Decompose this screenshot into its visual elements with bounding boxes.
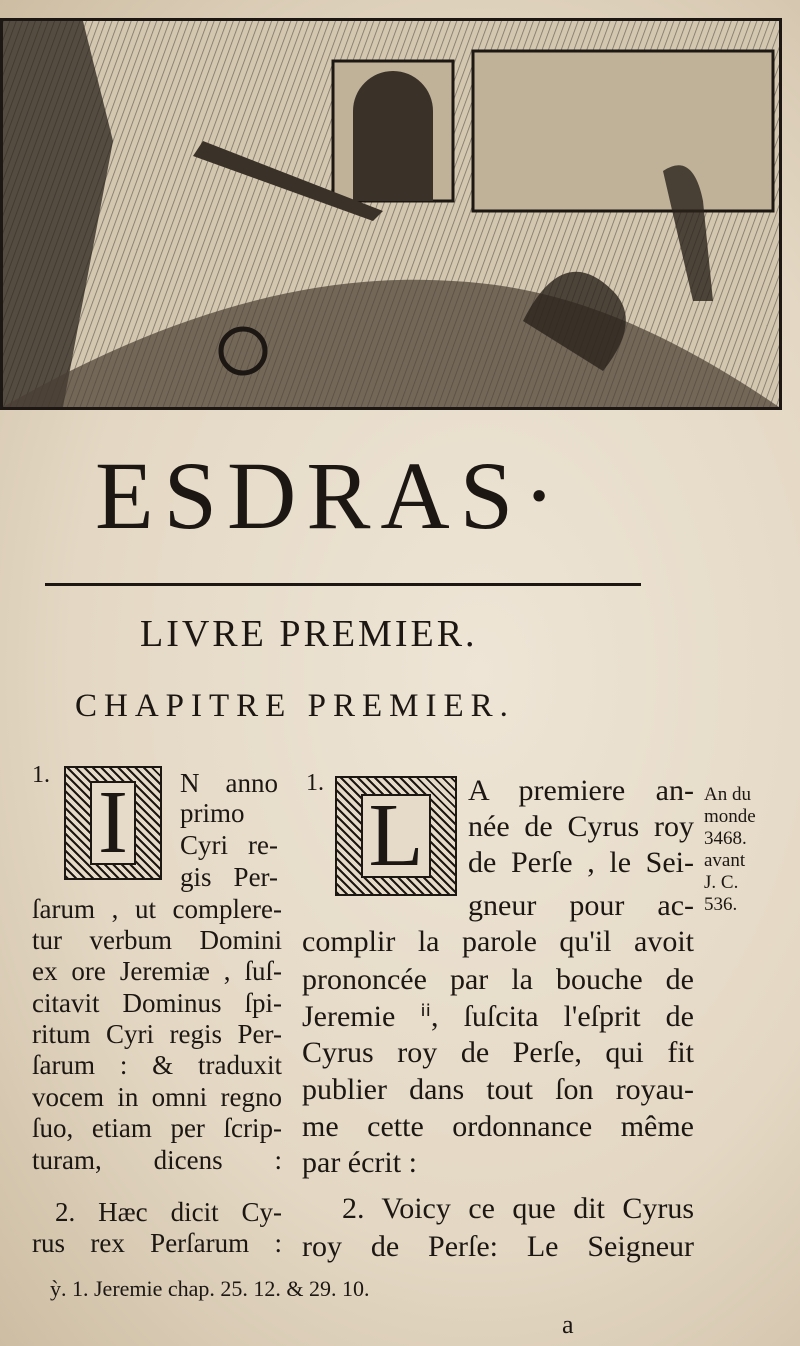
text-line: Cyri re-: [180, 830, 278, 860]
text-line: rus rex Perſarum :: [32, 1228, 282, 1258]
text-line: 2. Voicy ce que dit Cyrus: [342, 1192, 694, 1225]
text-line: ſuo, etiam per ſcrip-: [32, 1113, 282, 1143]
text-line: roy de Perſe: Le Seigneur: [302, 1230, 694, 1263]
text-line: de Perſe , le Sei-: [468, 846, 694, 879]
text-line: publier dans tout ſon royau-: [302, 1073, 694, 1106]
margin-note-line: 3468.: [704, 828, 747, 849]
footnote: ỳ. 1. Jeremie chap. 25. 12. & 29. 10.: [50, 1276, 370, 1301]
text-line: ſarum , ut complere-: [32, 894, 282, 924]
text-line: tur verbum Domini: [32, 925, 282, 955]
text-line: née de Cyrus roy: [468, 810, 694, 843]
text-line: gis Per-: [180, 862, 278, 892]
text-line: ritum Cyri regis Per-: [32, 1019, 282, 1049]
french-drop-cap: L: [335, 776, 457, 896]
text-line: turam, dicens :: [32, 1145, 282, 1175]
chapter-heading: CHAPITRE PREMIER.: [75, 688, 515, 724]
text-line: citavit Dominus ſpi-: [32, 988, 282, 1018]
text-line: Cyrus roy de Perſe, qui fit: [302, 1036, 694, 1069]
text-line: A premiere an-: [468, 774, 694, 807]
text-line: vocem in omni regno: [32, 1082, 282, 1112]
text-line: gneur pour ac-: [468, 889, 694, 922]
text-line: ex ore Jeremiæ , ſuſ-: [32, 956, 282, 986]
margin-note-line: An du: [704, 784, 751, 805]
margin-note-line: monde: [704, 806, 756, 827]
text-line: ſarum : & traduxit: [32, 1050, 282, 1080]
book-title: ESDRAS·: [95, 442, 566, 549]
title-rule: [45, 583, 641, 586]
text-line: me cette ordonnance même: [302, 1110, 694, 1143]
verse-number: 1.: [306, 770, 324, 796]
signature-mark: a: [562, 1310, 574, 1339]
text-line: prononcée par la bouche de: [302, 963, 694, 996]
verse-number: 1.: [32, 762, 50, 788]
text-line: N anno: [180, 768, 278, 798]
text-line: 2. Hæc dicit Cy-: [55, 1197, 282, 1227]
margin-note-line: avant: [704, 850, 746, 871]
woodcut-illustration: [0, 18, 782, 410]
text-line: complir la parole qu'il avoit: [302, 925, 694, 958]
book-heading: LIVRE PREMIER.: [140, 613, 478, 655]
margin-note-line: 536.: [704, 894, 738, 915]
text-line: primo: [180, 798, 245, 828]
text-line: par écrit :: [302, 1146, 417, 1179]
margin-note-line: J. C.: [704, 872, 739, 893]
latin-drop-cap: I: [64, 766, 162, 880]
text-line: Jeremie ⁱⁱ, ſuſcita l'eſprit de: [302, 1000, 694, 1033]
